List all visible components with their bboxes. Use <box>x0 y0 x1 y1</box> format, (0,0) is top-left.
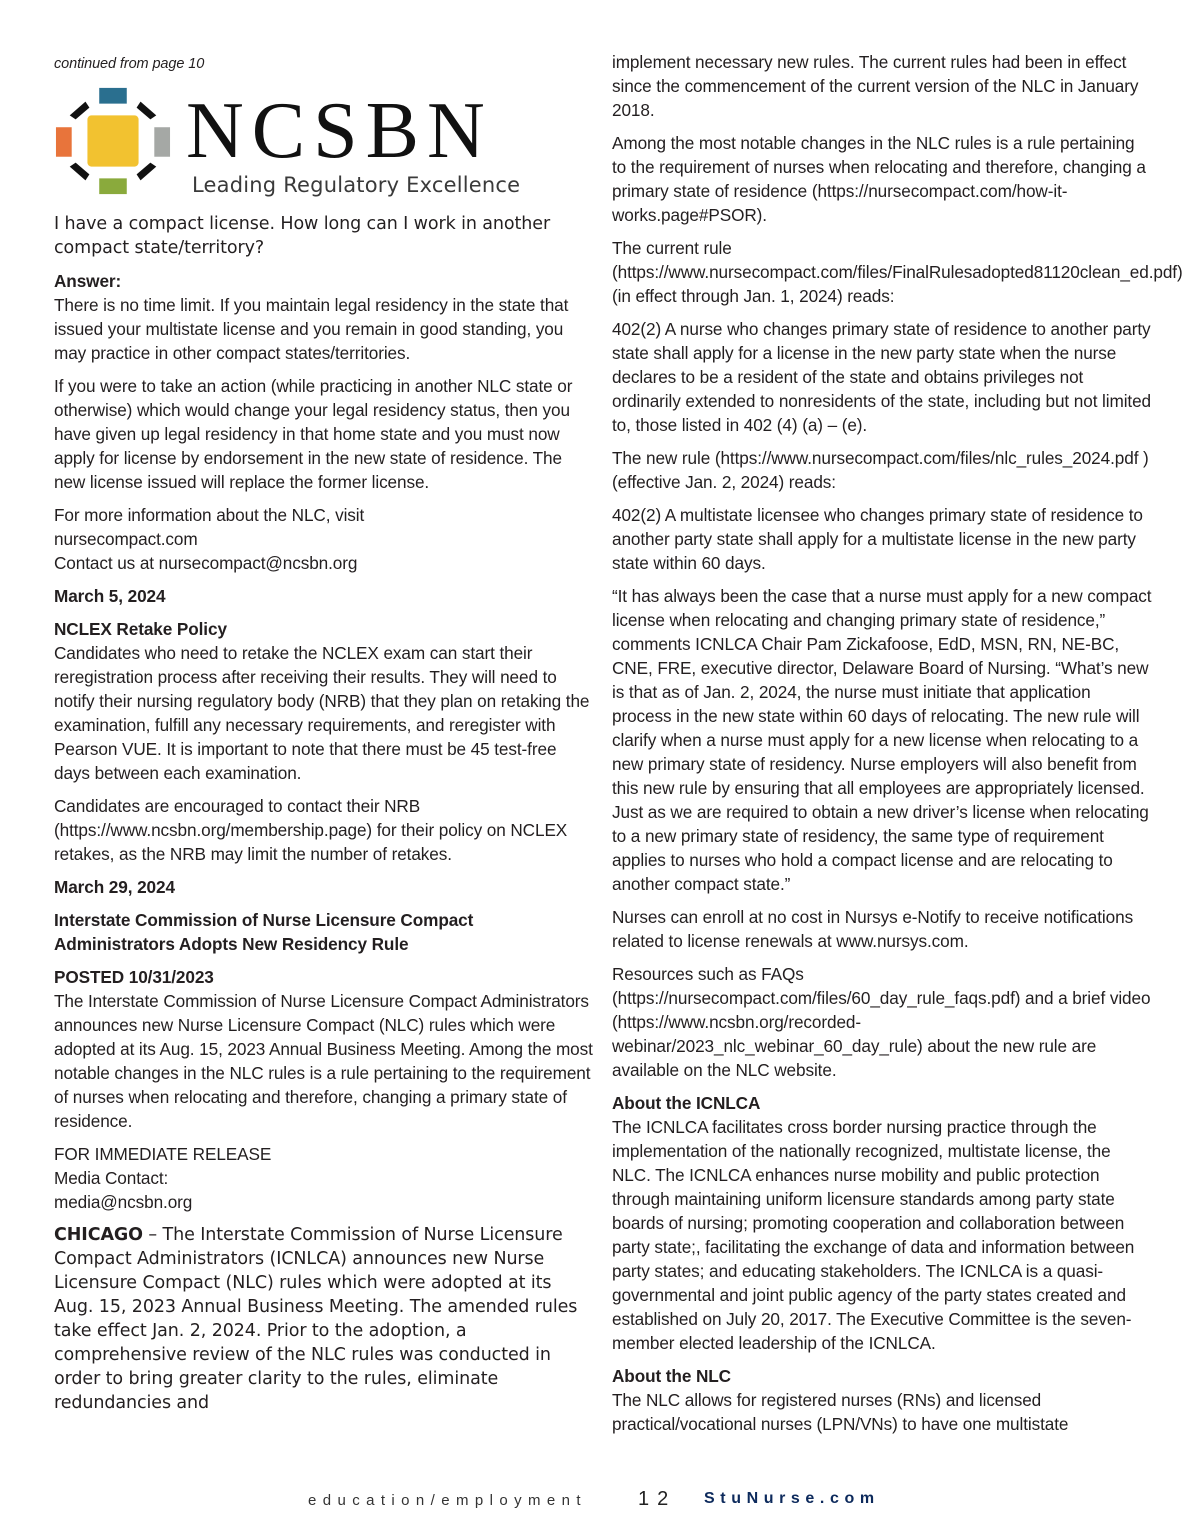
more-info-text: For more information about the NLC, visit <box>54 505 365 525</box>
about-nlc-heading: About the NLC <box>612 1366 731 1386</box>
left-column <box>54 50 594 1424</box>
chicago-body: – The Interstate Commission of Nurse Licensure Compact Administrators (ICNLCA) announces new Nurse Licensure Compact (NLC) rules which were adopted at its Aug. 15, 2023 Annual Business Meeting. The amended rules take effect Jan. 2, 2024. Prior to the adoption, a comprehensive review of the NLC rules was conducted in order to bring greater clarity to the rules, eliminate redundancies and <box>54 1225 578 1413</box>
mark-right-square <box>154 127 170 157</box>
right-paragraph-2: Among the most notable changes in the NLC rules is a rule pertaining to the requirement of nurses when relocating and therefore, changing a primary state of residence (https://nursecompact.com/how-it-works.page#PSOR). <box>612 133 1146 225</box>
commission-heading: Interstate Commission of Nurse Licensure Compact Administrators Adopts New Residency Rule <box>54 910 474 954</box>
mark-center-square <box>87 115 138 166</box>
date-march-5: March 5, 2024 <box>54 586 166 606</box>
footer-brand: StuNurse.com <box>704 1490 880 1507</box>
about-icnlca-body: The ICNLCA facilitates cross border nursing practice through the implementation of the nationally recognized, multistate license, the NLC. The ICNLCA enhances nurse mobility and public protection through maintaining uniform licensure standards among party state boards of nursing; promoting cooperation and collaboration between party state;, facilitating the exchange of data and information between party states; and educating stakeholders. The ICNLCA is a quasi-governmental and joint public agency of the party states created and established on July 20, 2017. The Executive Committee is the seven-member elected leadership of the ICNLCA. <box>612 1117 1135 1353</box>
mark-corner-tl <box>70 102 90 120</box>
nursys-paragraph: Nurses can enroll at no cost in Nursys e-Notify to receive notifications related to license renewals at www.nursys.com. <box>612 907 1134 951</box>
nclex-paragraph-2: Candidates are encouraged to contact their NRB (https://www.ncsbn.org/membership.page) for their policy on NCLEX retakes, as the NRB may limit the number of retakes. <box>54 796 568 864</box>
about-icnlca-heading: About the ICNLCA <box>612 1093 761 1113</box>
posted-date: POSTED 10/31/2023 <box>54 967 214 987</box>
page-number: 12 <box>638 1488 677 1510</box>
answer-paragraph-2: If you were to take an action (while practicing in another NLC state or otherwise) which would change your legal residency status, then you have given up legal residency in that home state and you must now apply for license by endorsement in the new state of residence. The new license issued will replace the former license. <box>54 376 573 492</box>
faq-question: I have a compact license. How long can I work in another compact state/territory? <box>54 214 551 258</box>
ncsbn-logo <box>54 86 594 196</box>
footer-section: education/employment <box>308 1492 587 1509</box>
answer-paragraph-1: There is no time limit. If you maintain legal residency in the state that issued your multistate license and you remain in good standing, you may practice in other compact states/territories. <box>54 295 569 363</box>
contact-email[interactable]: Contact us at nursecompact@ncsbn.org <box>54 553 358 573</box>
chicago-paragraph <box>54 1223 594 1415</box>
mark-bottom-square <box>99 178 127 194</box>
mark-corner-tr <box>137 102 157 120</box>
chicago-dateline: CHICAGO <box>54 1225 143 1245</box>
mark-left-square <box>56 127 72 157</box>
current-rule-quote: 402(2) A nurse who changes primary state of residence to another party state shall apply for a license in the new party state when the nurse declares to be a resident of the state and obtains privileges not ordinarily extended to nonresidents of the state, including but not limited to, those listed in 402 (4) (a) – (e). <box>612 319 1152 435</box>
right-paragraph-3: The current rule (https://www.nursecompact.com/files/FinalRulesadopted81120clean_ed.pdf) (in effect through Jan. 1, 2024) reads: <box>612 238 1183 306</box>
mark-top-square <box>99 88 127 104</box>
mark-corner-br <box>137 163 157 181</box>
date-march-29: March 29, 2024 <box>54 877 175 897</box>
nclex-paragraph-1: Candidates who need to retake the NCLEX exam can start their reregistration process after receiving their results. They will need to notify their nursing regulatory body (NRB) that they plan on retaking the examination, fulfill any necessary requirements, and reregister with Pearson VUE. It is important to note that there must be 45 test-free days between each examination. <box>54 643 590 783</box>
resources-paragraph: Resources such as FAQs (https://nursecompact.com/files/60_day_rule_faqs.pdf) and a brief video (https://www.ncsbn.org/recorded-webinar/2023_nlc_webinar_60_day_rule) about the new rule are available on the NLC website. <box>612 964 1151 1080</box>
media-email[interactable]: media@ncsbn.org <box>54 1192 193 1212</box>
right-column <box>612 50 1183 1436</box>
new-rule-quote: 402(2) A multistate licensee who changes primary state of residence to another party state shall apply for a multistate license in the new party state within 60 days. <box>612 505 1143 573</box>
chair-quote: “It has always been the case that a nurse must apply for a new compact license when relocating and changing primary state of residence,” comments ICNLCA Chair Pam Zickafoose, EdD, MSN, RN, NE-BC, CNE, FRE, executive director, Delaware Board of Nursing. “What’s new is that as of Jan. 2, 2024, the nurse must initiate that application process in the new state within 60 days of relocating. The new rule will clarify when a nurse must apply for a new license when relocating to a new primary state of residency. Nurse employers will also benefit from this new rule by ensuring that all employees are appropriately licensed. Just as we are required to obtain a new driver’s license when relocating to a new primary state of residency, the same type of requirement applies to nurses who hold a compact license and are relocating to another compact state.” <box>612 586 1152 894</box>
right-paragraph-1: implement necessary new rules. The current rules had been in effect since the commencement of the current version of the NLC in January 2018. <box>612 52 1139 120</box>
right-paragraph-5: The new rule (https://www.nursecompact.com/files/nlc_rules_2024.pdf ) (effective Jan. 2, 2024) reads: <box>612 448 1149 492</box>
media-contact-label: Media Contact: <box>54 1168 169 1188</box>
continued-note: continued from page 10 <box>54 56 205 72</box>
posted-body: The Interstate Commission of Nurse Licensure Compact Administrators announces new Nurse Licensure Compact (NLC) rules which were adopted at its Aug. 15, 2023 Annual Business Meeting. Among the most notable changes in the NLC rules is a rule pertaining to the requirement of nurses when relocating and therefore, changing a primary state of residence. <box>54 991 593 1131</box>
page-footer <box>0 1490 1200 1520</box>
ncsbn-mark-icon <box>54 85 172 197</box>
release-label: FOR IMMEDIATE RELEASE <box>54 1144 272 1164</box>
answer-label: Answer: <box>54 271 122 291</box>
mark-corner-bl <box>70 163 90 181</box>
nclex-heading: NCLEX Retake Policy <box>54 619 227 639</box>
logo-wordmark: NCSBN <box>186 87 493 175</box>
logo-tagline: Leading Regulatory Excellence <box>192 173 521 197</box>
nursecompact-link[interactable]: nursecompact.com <box>54 529 198 549</box>
about-nlc-body: The NLC allows for registered nurses (RNs) and licensed practical/vocational nurses (LPN/VNs) to have one multistate <box>612 1390 1069 1434</box>
